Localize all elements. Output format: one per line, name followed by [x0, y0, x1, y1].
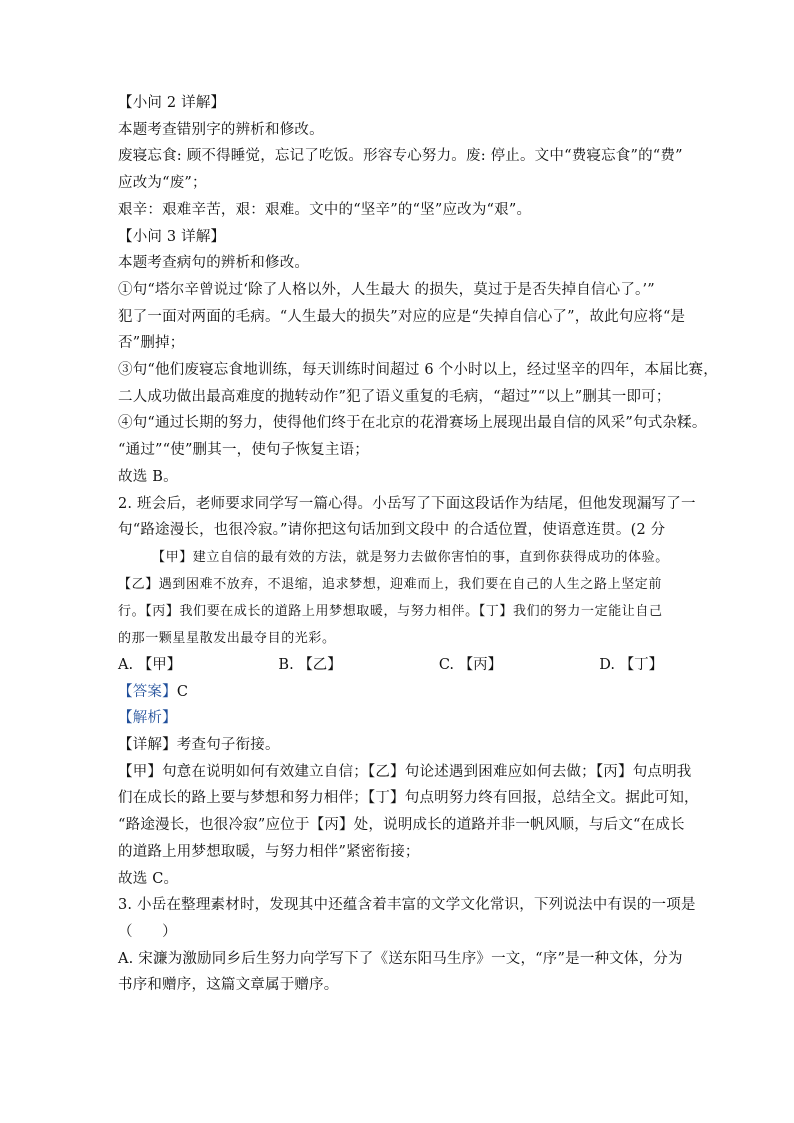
question3-option-a-line1: A. 宋濂为激励同乡后生努力向学写下了《送东阳马生序》一文，“序”是一种文体，分为 — [118, 950, 683, 967]
q3-detail-p1-line3: 否”删掉； — [118, 335, 185, 352]
question2-options — [118, 652, 678, 679]
question2-detail-line5: 的道路上用梦想取暖，与努力相伴”紧密衔接； — [118, 843, 420, 860]
question3-stem-line1: 3. 小岳在整理素材时，发现其中还蕴含着丰富的文学文化常识，下列说法中有误的一项是 — [118, 897, 696, 914]
q2-detail-item1-line2: 应改为“废”； — [118, 175, 207, 192]
q2-detail-item1-line1: 废寝忘食: 顾不得睡觉，忘记了吃饭。形容专心努力。废: 停止。文中“费寝忘食”的“费” — [118, 148, 683, 165]
document-page — [118, 90, 718, 999]
question2-stem-line1: 2. 班会后，老师要求同学写一篇心得。小岳写了下面这段话作为结尾，但他发现漏写了一 — [118, 495, 696, 512]
q2-detail-heading: 【小问 2 详解】 — [118, 95, 226, 111]
q3-detail-intro: 本题考查病句的辨析和修改。 — [118, 255, 310, 272]
q2-detail-item2: 艰辛：艰难辛苦，艰：艰难。文中的“坚辛”的“坚”应改为“艰”。 — [118, 201, 532, 218]
q3-detail-p1-line1: ①句“塔尔辛曾说过‘除了人格以外，人生最大 的损失，莫过于是否失掉自信心了。’” — [118, 281, 655, 298]
q3-detail-p1-line2: 犯了一面对两面的毛病。“人生最大的损失”对应的应是“失掉自信心了”，故此句应将“是 — [118, 308, 686, 325]
question2-passage-line1: 【甲】建立自信的最有效的方法，就是努力去做你害怕的事，直到你获得成功的体验。 — [152, 549, 669, 565]
q3-detail-heading: 【小问 3 详解】 — [118, 228, 226, 245]
question2-passage-line2: 【乙】遇到困难不放弃，不退缩，追求梦想，迎难而上，我们要在自己的人生之路上坚定前 — [118, 576, 663, 592]
question3-stem-line2: （ ） — [118, 923, 177, 940]
q3-detail-p4-line2: “通过”“使”删其一，使句子恢复主语； — [118, 442, 369, 459]
option-a: A. 【甲】 — [118, 656, 182, 673]
question2-passage-line3: 行。【丙】我们要在成长的道路上用梦想取暖，与努力相伴。【丁】我们的努力一定能让自己 — [118, 603, 663, 619]
q3-detail-p3-line2: 二人成功做出最高难度的抛转动作”犯了语义重复的毛病，“超过”“以上”删其一即可； — [118, 388, 671, 405]
question2-detail-line3: 们在成长的路上要与梦想和努力相伴；【丁】句点明努力终有回报，总结全文。据此可知， — [118, 790, 699, 807]
question2-detail-line4: “路途漫长，也很冷寂”应位于【丙】处，说明成长的道路并非一帆风顺，与后文“在成长 — [118, 817, 685, 834]
option-c: C. 【丙】 — [438, 656, 503, 673]
answer-label: 【答案】 — [118, 683, 177, 700]
q3-detail-answer: 故选 B。 — [118, 468, 178, 485]
q3-detail-p3-line1: ③句“他们废寝忘食地训练，每天训练时间超过 6 个小时以上，经过坚辛的四年，本届比赛， — [118, 362, 718, 379]
question2-stem-line2: 句“路途漫长，也很冷寂。”请你把这句话加到文段中 的合适位置，使语意连贯。(2 分 — [118, 522, 666, 539]
q3-detail-p4-line1: ④句“通过长期的努力，使得他们终于在北京的花滑赛场上展现出最自信的风采”句式杂糅。 — [118, 415, 707, 432]
question2-passage-line4: 的那一颗星星散发出最夺目的光彩。 — [118, 630, 336, 646]
question2-detail-line1: 【详解】考查句子衔接。 — [118, 737, 280, 754]
question3-option-a-line2: 书序和赠序，这篇文章属于赠序。 — [118, 977, 339, 994]
option-b: B. 【乙】 — [278, 656, 342, 673]
option-d: D. 【丁】 — [599, 656, 664, 673]
question2-answer — [118, 679, 678, 706]
answer-value: C — [176, 683, 189, 700]
question2-detail-answer: 故选 C。 — [118, 870, 179, 887]
q2-detail-intro: 本题考查错别字的辨析和修改。 — [118, 121, 324, 138]
analysis-label: 【解析】 — [118, 710, 177, 727]
question2-detail-line2: 【甲】句意在说明如何有效建立自信；【乙】句论述遇到困难应如何去做；【丙】句点明我 — [118, 763, 692, 780]
